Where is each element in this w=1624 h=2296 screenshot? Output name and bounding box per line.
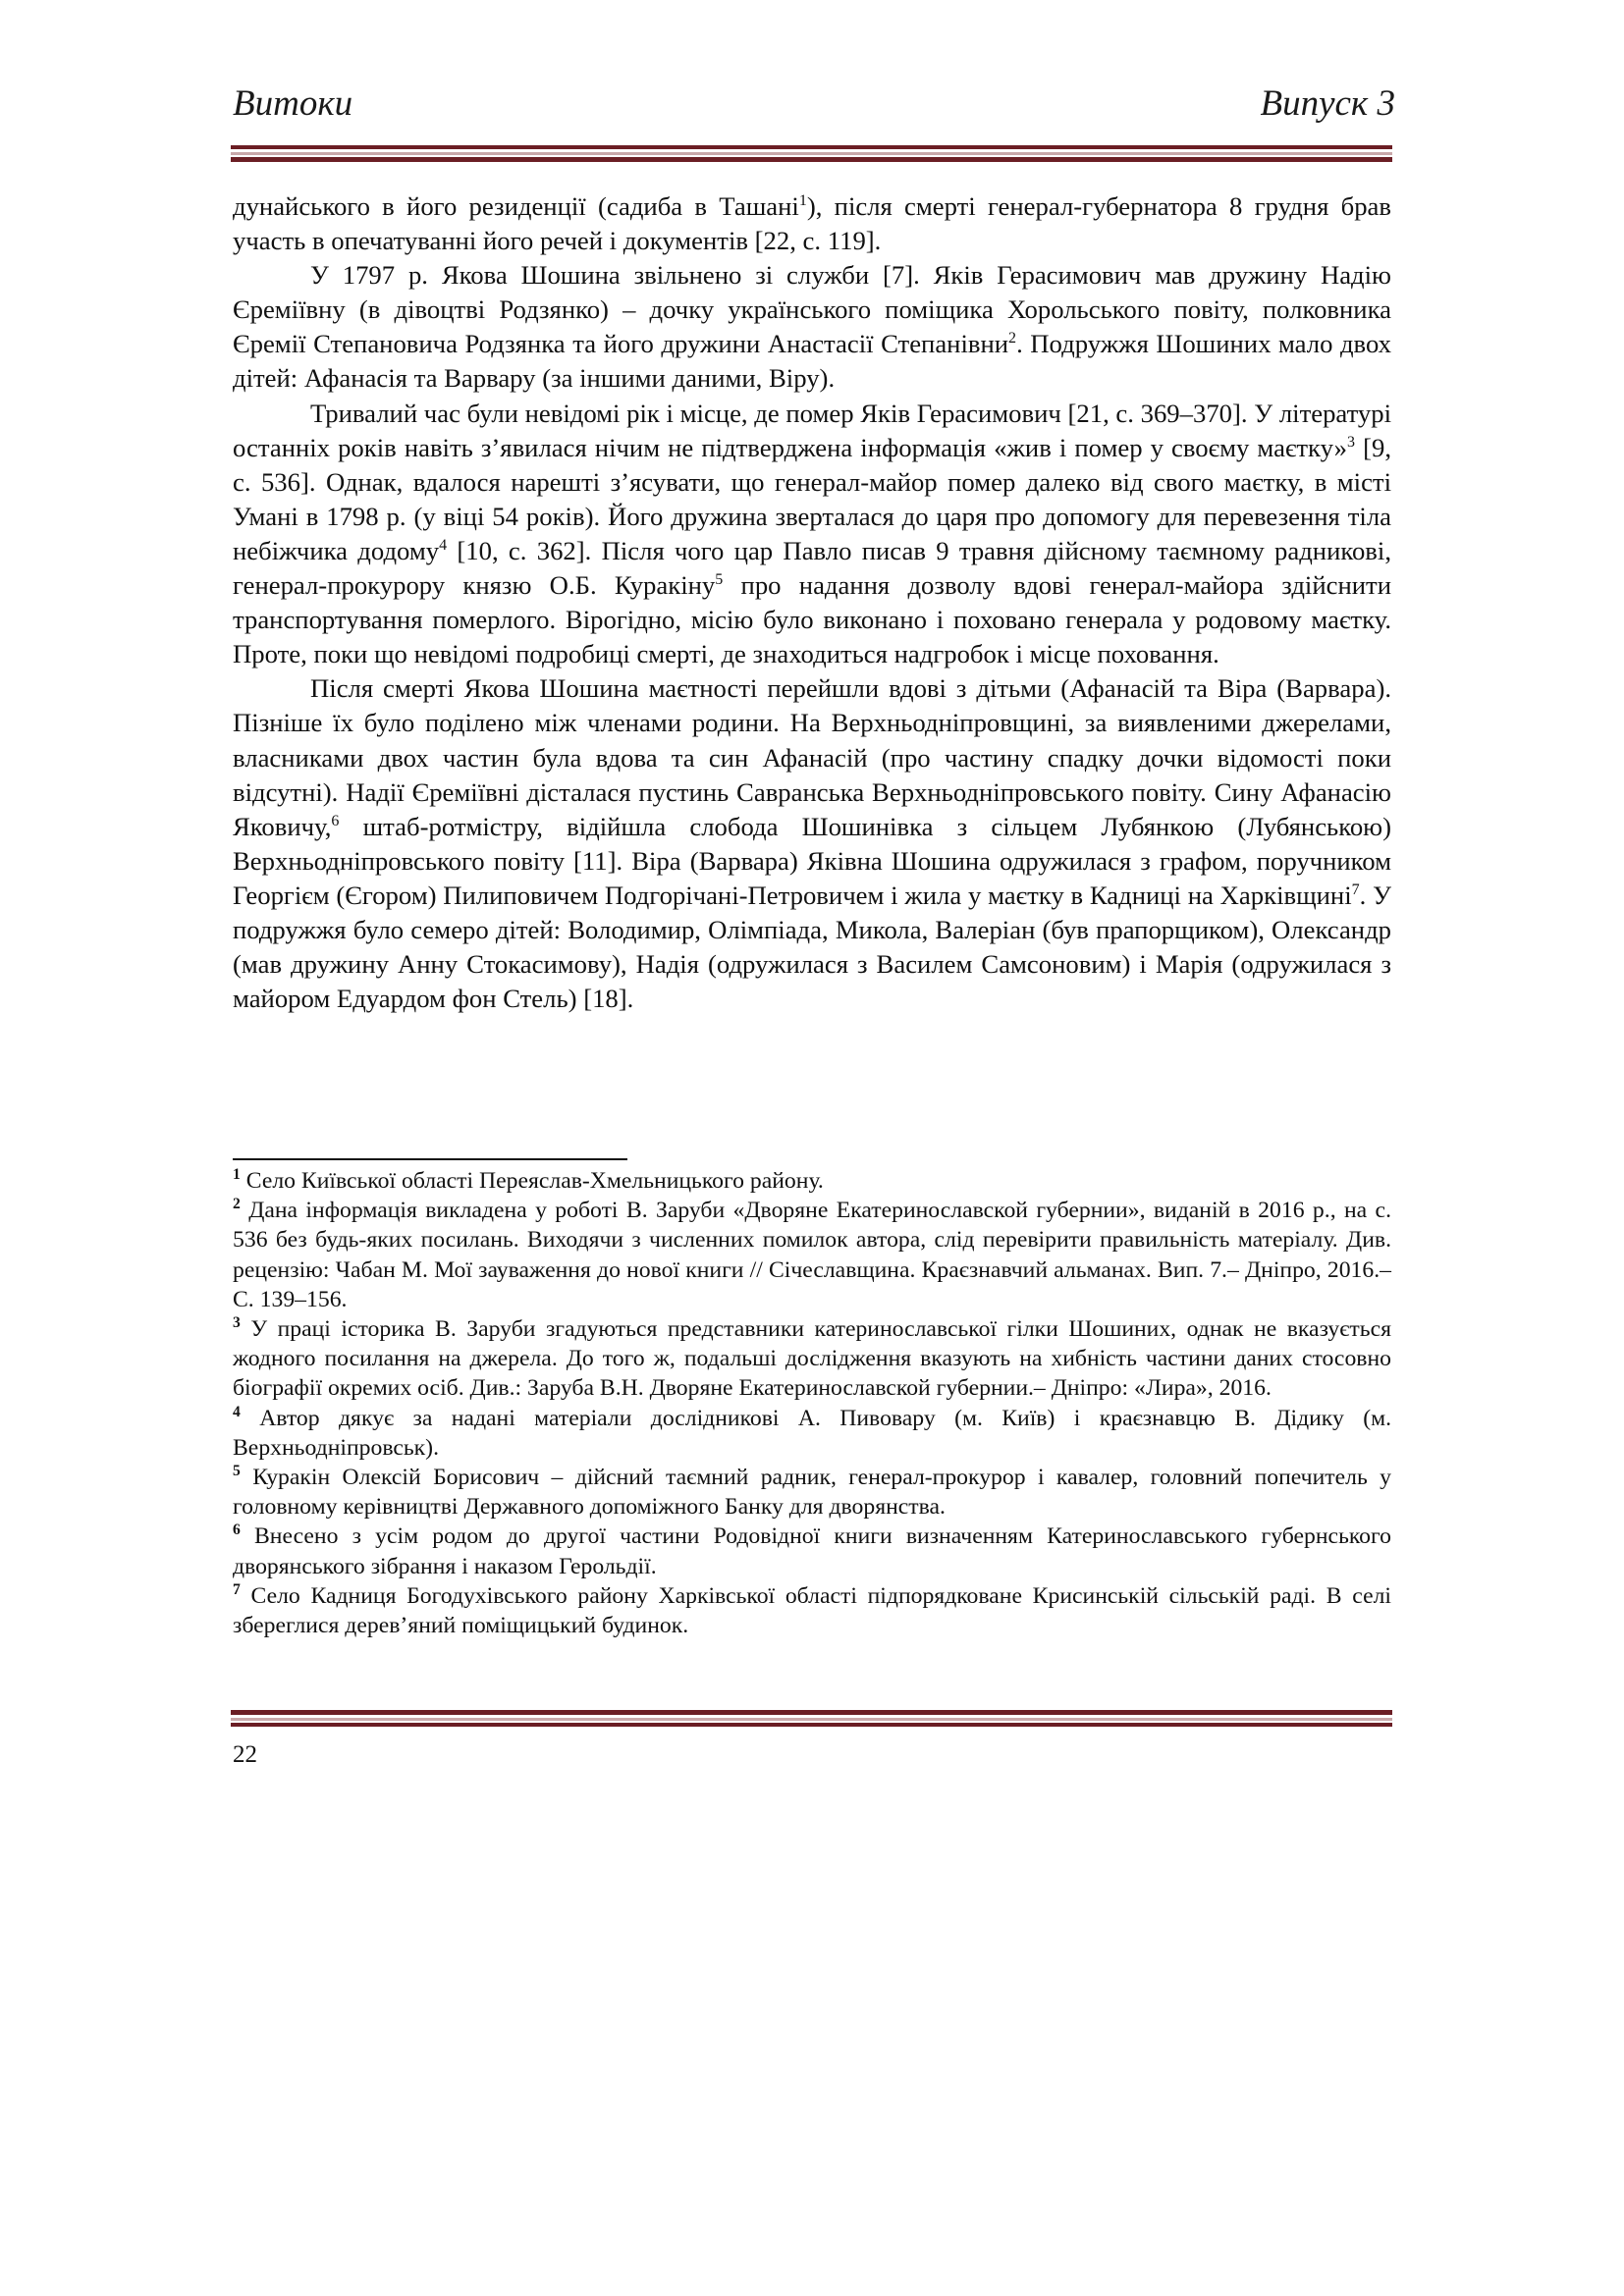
footnote bbox=[233, 1166, 1391, 1196]
text-run: . Подружжя Шошиних мало двох дітей: Афанасія та Варвару (за іншими даними, Віру). bbox=[233, 329, 1391, 394]
footnote bbox=[233, 1196, 1391, 1314]
body-paragraph bbox=[233, 671, 1391, 1016]
body-text bbox=[233, 189, 1391, 1016]
footnote-ref: 6 bbox=[331, 812, 340, 829]
footnote-number: 5 bbox=[233, 1463, 241, 1480]
text-run: штаб-ротмістру, відійшла слобода Шошинівка з сільцем Лубянкою (Лубянською) Верхньодніпровського повіту [11]. Віра (Варвара) Яківна Шошина одружилася з графом, поручником Георгієм (Єгором) Пилиповичем Подгорічані-Петровичем і жила у маєтку в Кадниці на Харківщині bbox=[233, 811, 1391, 910]
text-run: [10, с. 362]. Після чого цар Павло писав 9 травня дійсному таємному радникові, генерал-прокурору князю О.Б. Куракіну bbox=[233, 535, 1391, 601]
text-run: дунайського в його резиденції (садиба в Ташані bbox=[233, 191, 799, 221]
body-paragraph bbox=[233, 397, 1391, 672]
body-paragraph bbox=[233, 189, 1391, 258]
footnote-ref: 2 bbox=[1008, 330, 1017, 347]
footnote-number: 2 bbox=[233, 1196, 241, 1213]
issue-label: Випуск 3 bbox=[1260, 83, 1395, 124]
footnotes bbox=[233, 1166, 1391, 1640]
footnote-ref: 3 bbox=[1347, 433, 1356, 451]
footnote bbox=[233, 1581, 1391, 1640]
footnote-number: 7 bbox=[233, 1580, 241, 1598]
footnote-separator bbox=[233, 1158, 627, 1160]
footnote-ref: 4 bbox=[439, 537, 448, 555]
footnote-ref: 1 bbox=[798, 192, 807, 210]
text-run: Після смерті Якова Шошина маєтності перейшли вдові з дітьми (Афанасій та Віра (Варвара). Пізніше їх було поділено між членами родини. На Верхньодніпровщині, за виявленими джерелами, власниками двох частин була вдова та син Афанасій (про частину спадку дочки відомості поки відсутні). Надії Єреміївні дісталася пустинь Савранська Верхньодніпровського повіту. Сину Афанасію Яковичу, bbox=[233, 673, 1391, 841]
footnote-ref: 7 bbox=[1351, 881, 1360, 898]
footnote-number: 3 bbox=[233, 1314, 241, 1332]
footnote-ref: 5 bbox=[715, 571, 724, 589]
footnote-text: Дана інформація викладена у роботі В. Заруби «Дворяне Екатеринославской губернии», виданій в 2016 р., на с. 536 без будь-яких посилань. Виходячи з численних помилок автора, слід перевірити правильність матеріалу. Див. рецензію: Чабан М. Мої зауваження до нової книги // Січеславщина. Краєзнавчий альманах. Вип. 7.– Дніпро, 2016.– С. 139–156. bbox=[233, 1198, 1391, 1312]
footnote bbox=[233, 1404, 1391, 1463]
footer-rule bbox=[231, 1710, 1392, 1730]
footnote bbox=[233, 1314, 1391, 1404]
text-run: Тривалий час були невідомі рік і місце, де помер Яків Герасимович [21, с. 369–370]. У літературі останніх років навіть з’явилася нічим не підтверджена інформація «жив і помер у своєму маєтку» bbox=[233, 398, 1391, 462]
text-run: . У подружжя було семеро дітей: Володимир, Олімпіада, Микола, Валеріан (був прапорщиком), Олександр (мав дружину Анну Стокасимову), Надія (одружилася з Василем Самсоновим) і Марія (одружилася з майором Едуардом фон Стель) [18]. bbox=[233, 880, 1391, 1014]
footnote-number: 4 bbox=[233, 1403, 241, 1420]
text-run: ), після смерті генерал-губернатора 8 грудня брав участь в опечатуванні його речей і документів [22, с. 119]. bbox=[233, 191, 1391, 256]
footnote-text: Автор дякує за надані матеріали дослідникові А. Пивовару (м. Київ) і краєзнавцю В. Дідику (м. Верхньодніпровськ). bbox=[233, 1405, 1391, 1461]
footnote-text: Внесено з усім родом до другої частини Родовідної книги визначенням Катеринославського губернського дворянського зібрання і наказом Герольдії. bbox=[233, 1523, 1391, 1579]
footnote-text: Куракін Олексій Борисович – дійсний таємний радник, генерал-прокурор і кавалер, головний попечитель у головному керівництві Державного допоміжного Банку для дворянства. bbox=[233, 1465, 1391, 1521]
footnote-text: У праці історика В. Заруби згадуються представники катеринославської гілки Шошиних, однак не вказується жодного посилання на джерела. До того ж, подальші дослідження вказують на хибність частини даних стосовно біографії окремих осіб. Див.: Заруба В.Н. Дворяне Екатеринославской губернии.– Дніпро: «Лира», 2016. bbox=[233, 1316, 1391, 1402]
text-run: [9, с. 536]. Однак, вдалося нарешті з’ясувати, що генерал-майор помер далеко від свого маєтку, в місті Умані в 1798 р. (у віці 54 років). Його дружина зверталася до царя про допомогу для перевезення тіла небіжчика додому bbox=[233, 432, 1391, 565]
page-number: 22 bbox=[233, 1741, 257, 1768]
footnote-number: 1 bbox=[233, 1166, 241, 1184]
header-rule bbox=[231, 145, 1392, 165]
footnote bbox=[233, 1463, 1391, 1522]
text-run: У 1797 р. Якова Шошина звільнено зі служби [7]. Яків Герасимович мав дружину Надію Єреміївну (в дівоцтві Родзянко) – дочку українського поміщика Хорольського повіту, полковника Єремії Степановича Родзянка та його дружини Анастасії Степанівни bbox=[233, 260, 1391, 359]
text-run: про надання дозволу вдові генерал-майора здійснити транспортування померлого. Вірогідно, місію було виконано і поховано генерала у родовому маєтку. Проте, поки що невідомі подробиці смерті, де знаходиться надгробок і місце поховання. bbox=[233, 570, 1391, 669]
footnote-number: 6 bbox=[233, 1522, 241, 1539]
footnote-text: Село Кадниця Богодухівського району Харківської області підпорядковане Крисинській сільській раді. В селі збереглися дерев’яний поміщицький будинок. bbox=[233, 1582, 1391, 1639]
body-paragraph bbox=[233, 258, 1391, 396]
footnote bbox=[233, 1522, 1391, 1580]
journal-title: Витоки bbox=[233, 83, 353, 124]
footnote-text: Село Київської області Переяслав-Хмельницького району. bbox=[240, 1168, 824, 1194]
